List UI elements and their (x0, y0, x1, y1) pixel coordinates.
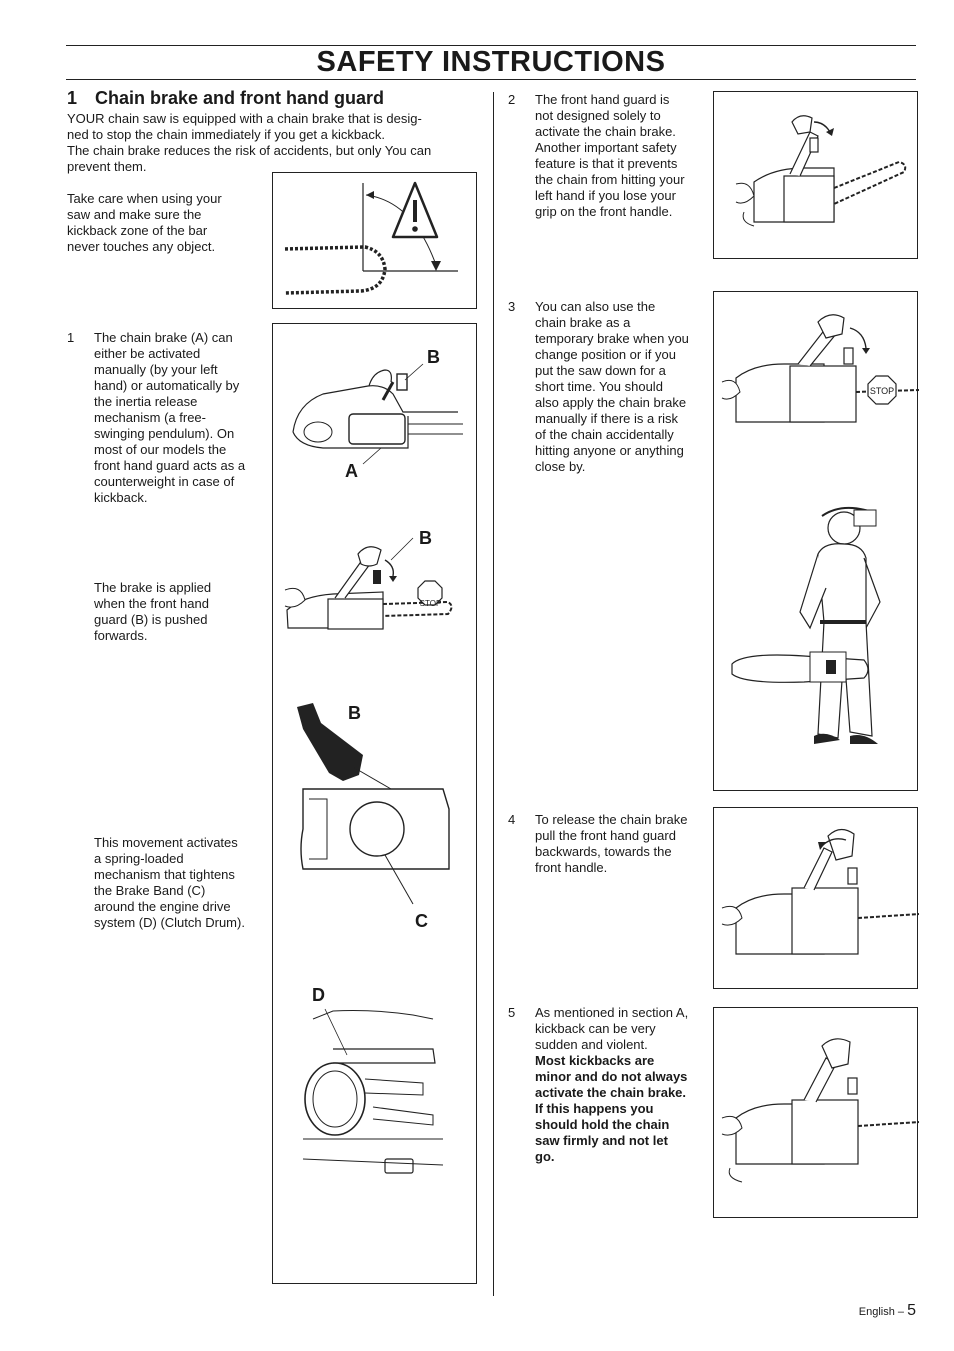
title-rule (66, 79, 916, 80)
stop-sign-label-1: STOP (419, 599, 442, 608)
hand-guard-figure (713, 91, 918, 259)
column-divider (493, 92, 494, 1296)
intro-paragraph: YOUR chain saw is equipped with a chain brake that is desig- ned to stop the chain immediately if you get a kickback. The chain brake reduces the risk of accidents, but only You can prevent them. (67, 111, 432, 174)
saw-side-view-figure (293, 364, 463, 464)
chain-brake-figures-column (272, 323, 477, 1284)
page-title: SAFETY INSTRUCTIONS (316, 46, 666, 78)
label-b-2: B (419, 528, 432, 548)
kickback-zone-figure (272, 172, 477, 309)
clutch-drum-figure (303, 1009, 443, 1173)
item-4-number: 4 (508, 812, 516, 827)
section-title: Chain brake and front hand guard (95, 88, 385, 108)
item-1-text: The chain brake (A) can either be activated manually (by your left hand) or automatically by the inertia release mechanism (a free- swinging pendulum). On most of our models the front hand guard acts as a counterweight in case of kickback. (94, 330, 246, 505)
item-4-text: To release the chain brake pull the front hand guard backwards, towards the front handle. (535, 812, 688, 875)
item-5-text: As mentioned in section A, kickback can be very sudden and violent. (535, 1005, 689, 1052)
stop-sign-label-2: STOP (869, 386, 895, 396)
item-3-text: You can also use the chain brake as a temporary brake when you change position or if you put the saw down for a short time. You should also apply the chain brake manually if there is a risk of the chain accidentally hitting anyone or anything close by. (535, 299, 689, 474)
item-2-text: The front hand guard is not designed solely to activate the chain brake. Another important safety feature is that it prevents the chain from hitting your left hand if you lose your grip on the front handle. (535, 92, 685, 219)
page-footer (859, 1302, 916, 1320)
item-1-number: 1 (67, 330, 75, 345)
item-5-number: 5 (508, 1005, 516, 1020)
item-5-body (535, 1005, 688, 1165)
label-b-3: B (348, 703, 361, 723)
label-c: C (415, 911, 428, 931)
item-2-number: 2 (508, 92, 516, 107)
brake-applied-figure (285, 538, 452, 629)
page-number: 5 (907, 1302, 916, 1319)
person-carrying-saw (732, 508, 880, 744)
section-number: 1 (67, 88, 78, 108)
label-a: A (345, 461, 358, 481)
footer-language: English – (858, 1306, 905, 1318)
label-d: D (312, 985, 325, 1005)
brake-band-figure (297, 703, 449, 904)
release-brake-figure (713, 807, 918, 989)
kickback-hold-figure (713, 1007, 918, 1218)
movement-text: This movement activates a spring-loaded mechanism that tightens the Brake Band (C) around the engine drive system (D) (Clutch Drum). (94, 835, 245, 930)
item-5-bold-warning: Most kickbacks are minor and do not always activate the chain brake. If this happens you should hold the chain saw firmly and not let go. (535, 1053, 688, 1164)
label-b-1: B (427, 347, 440, 367)
brake-applied-text: The brake is applied when the front hand guard (B) is pushed forwards. (94, 580, 212, 643)
item-3-number: 3 (508, 299, 516, 314)
temporary-brake-figure (713, 291, 918, 791)
kickback-zone-paragraph: Take care when using your saw and make sure the kickback zone of the bar never touches any object. (67, 191, 222, 254)
section-heading (67, 88, 384, 109)
